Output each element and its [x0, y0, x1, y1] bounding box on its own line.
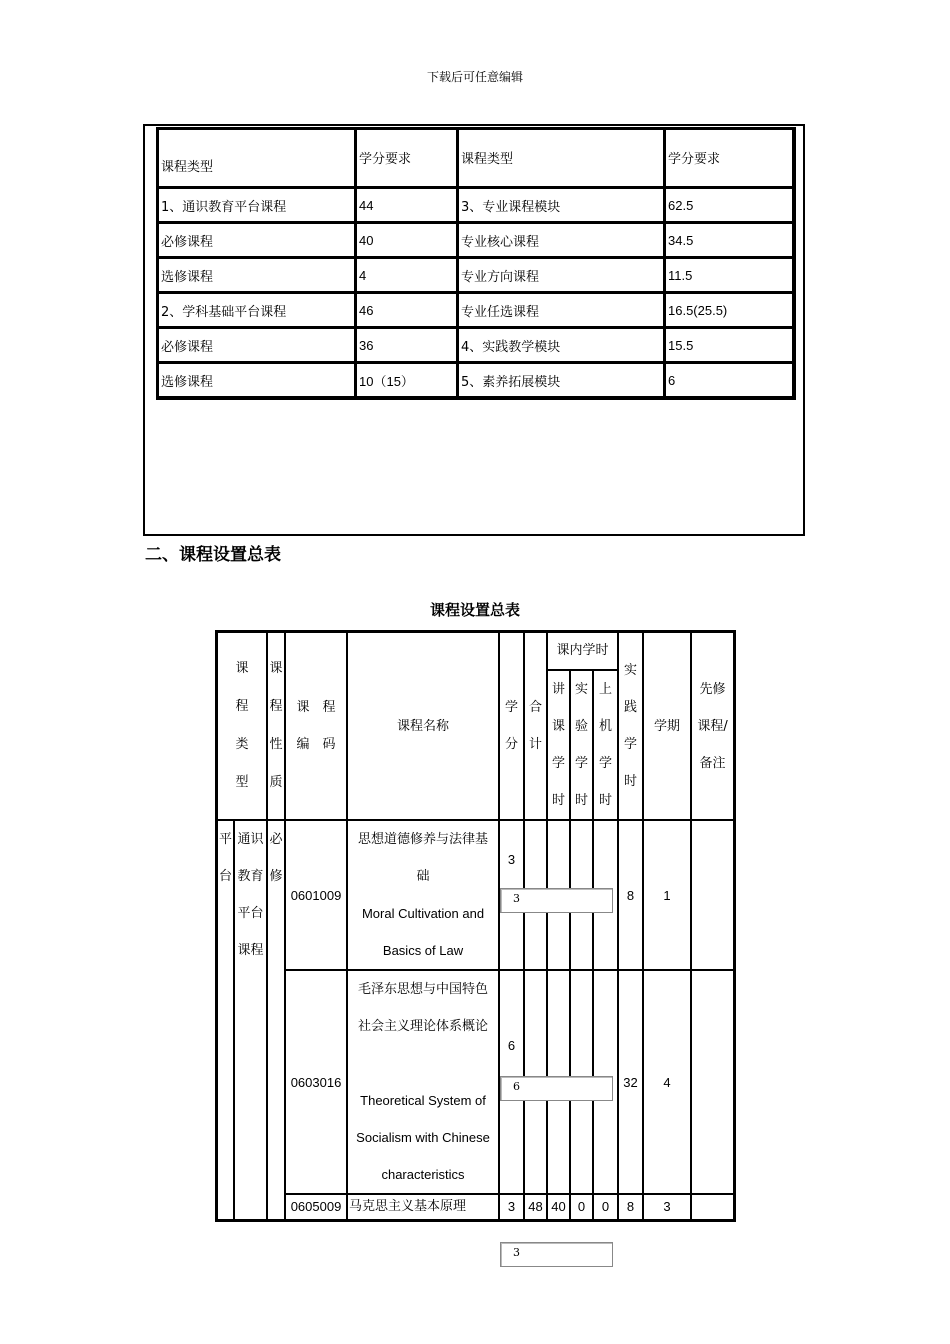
credit-cell: 专业任选课程: [458, 293, 665, 328]
section-title: 二、课程设置总表: [145, 545, 281, 565]
credit-cell: 专业方向课程: [458, 258, 665, 293]
credit-cell: 3、专业课程模块: [458, 188, 665, 223]
credit-cell: 40: [356, 223, 458, 258]
credit-cell: 专业核心课程: [458, 223, 665, 258]
course-name: 马克思主义基本原理: [347, 1194, 499, 1220]
overlay-text-box: 6: [500, 1076, 613, 1101]
course-prereq: [691, 970, 734, 1194]
table-row: [217, 820, 734, 970]
credit-cell: 44: [356, 188, 458, 223]
course-semester: 1: [643, 820, 691, 970]
credit-cell: 46: [356, 293, 458, 328]
course-header-row: [217, 632, 734, 670]
group-type: 通识 教育 平台 课程: [234, 820, 267, 1220]
course-name: 毛泽东思想与中国特色 社会主义理论体系概论 Theoretical System of Socialism with Chinese characteristics: [347, 970, 499, 1194]
course-prereq: [691, 820, 734, 970]
header-prereq: 先修 课程/ 备注: [691, 632, 734, 820]
credit-cell: 10（15）: [356, 363, 458, 398]
credit-cell: 15.5: [665, 328, 794, 363]
credit-cell: 6: [665, 363, 794, 398]
course-code: 0601009: [285, 820, 347, 970]
table-caption: 课程设置总表: [429, 601, 520, 619]
credit-row: [158, 293, 794, 328]
credit-header-req-2: 学分要求: [665, 129, 794, 188]
course-lecture: 40: [547, 1194, 570, 1220]
credit-cell: 1、通识教育平台课程: [158, 188, 356, 223]
course-name: 思想道德修养与法律基 础 Moral Cultivation and Basics of Law: [347, 820, 499, 970]
credit-cell: 11.5: [665, 258, 794, 293]
credit-cell: 34.5: [665, 223, 794, 258]
header-practice: 实 践 学 时: [618, 632, 643, 820]
credit-cell: 5、素养拓展模块: [458, 363, 665, 398]
credit-cell: 选修课程: [158, 363, 356, 398]
course-semester: 4: [643, 970, 691, 1194]
course-prereq: [691, 1194, 734, 1220]
credit-cell: 62.5: [665, 188, 794, 223]
course-computer: 0: [593, 1194, 618, 1220]
course-code: 0605009: [285, 1194, 347, 1220]
course-semester: 3: [643, 1194, 691, 1220]
credit-row: [158, 188, 794, 223]
credit-header-type-1: 课程类型: [158, 129, 356, 188]
credit-table: [156, 127, 796, 400]
credit-header-req-1: 学分要求: [356, 129, 458, 188]
header-course-type: 课 程 类 型: [217, 632, 267, 820]
header-note: 下载后可任意编辑: [426, 70, 523, 84]
overlay-text-box: 3: [500, 888, 613, 913]
credit-cell: 必修课程: [158, 328, 356, 363]
overlay-text-box: 3: [500, 1242, 613, 1267]
credit-row: [158, 223, 794, 258]
course-lab: 0: [570, 1194, 593, 1220]
credit-row: [158, 363, 794, 398]
course-practice: 8: [618, 1194, 643, 1220]
credit-cell: 必修课程: [158, 223, 356, 258]
header-course-name: 课程名称: [347, 632, 499, 820]
group-nature: 必 修: [267, 820, 285, 1220]
header-total: 合 计: [524, 632, 547, 820]
credit-cell: 2、学科基础平台课程: [158, 293, 356, 328]
header-course-code: 课 程 编 码: [285, 632, 347, 820]
table-row: [217, 970, 734, 1194]
table-row: [217, 1194, 734, 1220]
course-credit: 6: [499, 970, 524, 1194]
course-code: 0603016: [285, 970, 347, 1194]
course-credit: 3: [499, 1194, 524, 1220]
credit-cell: 16.5(25.5): [665, 293, 794, 328]
header-lab: 实 验 学 时: [570, 670, 593, 820]
header-lecture: 讲 课 学 时: [547, 670, 570, 820]
credit-header-type-2: 课程类型: [458, 129, 665, 188]
credit-cell: 36: [356, 328, 458, 363]
header-in-class-hours: 课内学时: [547, 632, 618, 670]
credit-cell: 选修课程: [158, 258, 356, 293]
header-course-nature: 课 程 性 质: [267, 632, 285, 820]
course-total: 48: [524, 1194, 547, 1220]
group-platform: 平 台: [217, 820, 234, 1220]
header-credit: 学 分: [499, 632, 524, 820]
header-semester: 学期: [643, 632, 691, 820]
course-practice: 8: [618, 820, 643, 970]
header-computer: 上 机 学 时: [593, 670, 618, 820]
credit-row: [158, 328, 794, 363]
credit-cell: 4: [356, 258, 458, 293]
course-practice: 32: [618, 970, 643, 1194]
course-table: [215, 630, 736, 1222]
credit-row: [158, 258, 794, 293]
course-credit: 3: [499, 820, 524, 970]
credit-cell: 4、实践教学模块: [458, 328, 665, 363]
credit-header-row: [158, 129, 794, 188]
